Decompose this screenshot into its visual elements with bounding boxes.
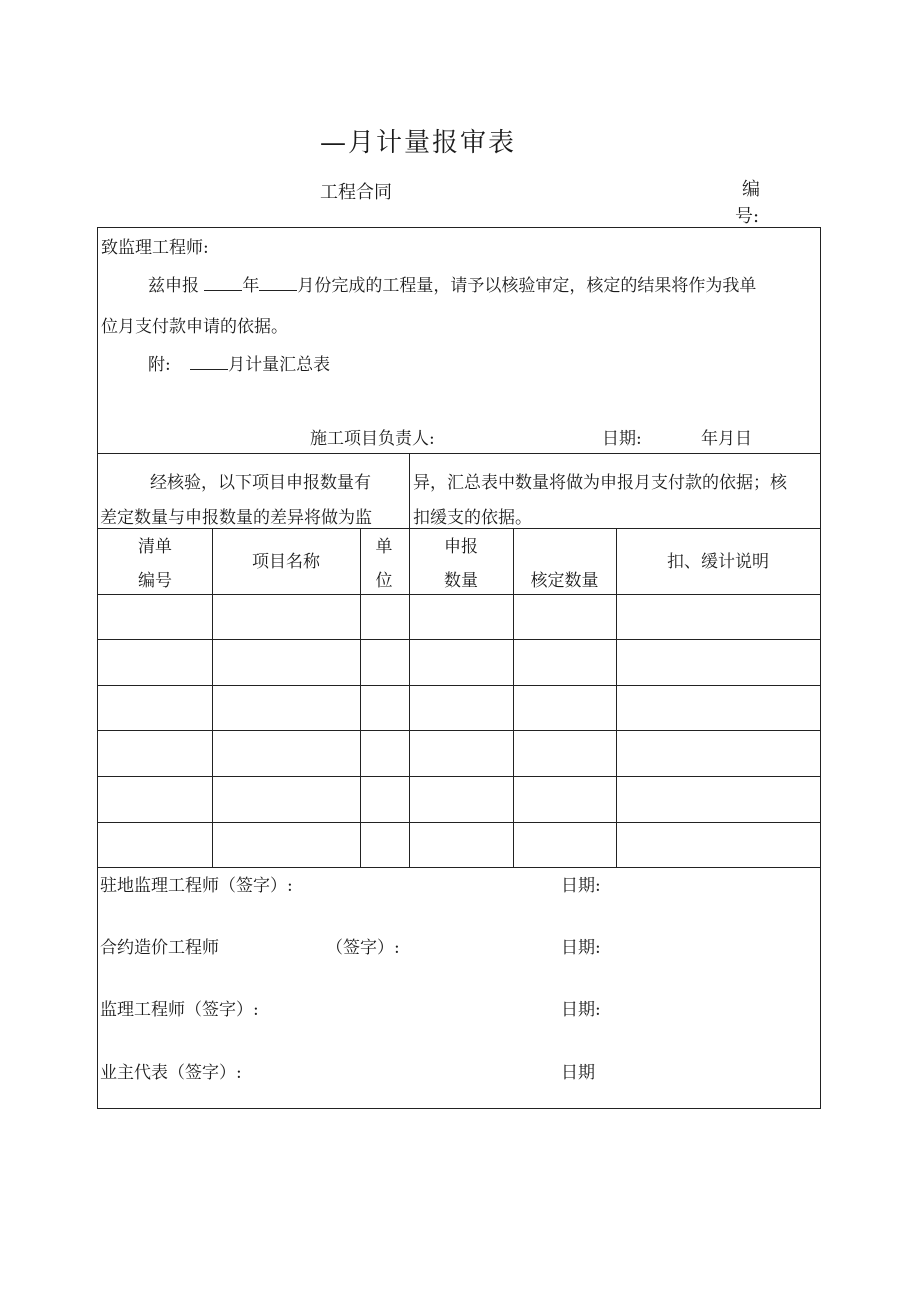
contractor-signer-label: 施工项目负责人: xyxy=(310,429,435,449)
supervisor-date-label: 日期: xyxy=(561,1000,601,1020)
col-header-declared-line1: 申报 xyxy=(444,537,478,557)
request-line1 xyxy=(148,271,756,296)
col-header-unit-line2: 位 xyxy=(375,571,393,591)
form-frame xyxy=(97,227,821,1109)
review-divider xyxy=(409,453,410,528)
request-date-value: 年月日 xyxy=(701,429,752,449)
review-right-line2: 扣缓支的依据。 xyxy=(413,508,532,528)
form-title: —月计量报审表 xyxy=(320,128,517,158)
review-right-line1: 异，汇总表中数量将做为申报月支付款的依据；核 xyxy=(413,473,787,493)
col-header-name: 项目名称 xyxy=(252,552,320,572)
col-header-item-no-line2: 编号 xyxy=(138,571,172,591)
attachment-prefix: 附: xyxy=(148,355,171,375)
col-header-item-no-line1: 清单 xyxy=(138,537,172,557)
table-row[interactable] xyxy=(98,686,820,730)
request-line1-rest: 月份完成的工程量，请予以核验审定，核定的结果将作为我单 xyxy=(297,276,757,296)
table-row[interactable] xyxy=(98,731,820,775)
table-bottom-line xyxy=(98,867,820,868)
month-blank[interactable] xyxy=(259,274,297,291)
resident-engineer-sign-label: 驻地监理工程师（签字）: xyxy=(100,876,293,896)
request-line1-prefix: 兹申报 xyxy=(148,276,199,296)
table-row[interactable] xyxy=(98,823,820,867)
cost-engineer-sign-label: （签字）: xyxy=(326,938,400,958)
request-addressee: 致监理工程师: xyxy=(101,238,209,258)
owner-sign-label: 业主代表（签字）: xyxy=(100,1063,242,1083)
request-line2: 位月支付款申请的依据。 xyxy=(101,317,288,337)
col-header-item-no xyxy=(98,530,212,598)
resident-engineer-date-label: 日期: xyxy=(561,876,601,896)
supervisor-sign-label: 监理工程师（签字）: xyxy=(100,1000,259,1020)
attachment-suffix: 月计量汇总表 xyxy=(228,355,331,375)
review-left-line1: 经核验，以下项目申报数量有 xyxy=(150,473,371,493)
cost-engineer-label: 合约造价工程师 xyxy=(100,938,219,958)
request-date-label: 日期: xyxy=(602,429,642,449)
divider-2 xyxy=(98,528,820,529)
col-header-declared-line2: 数量 xyxy=(444,571,478,591)
request-year-label: 年 xyxy=(242,276,260,296)
review-left-line2: 差定数量与申报数量的差异将做为监 xyxy=(100,508,372,528)
divider-1 xyxy=(98,453,820,454)
table-row[interactable] xyxy=(98,777,820,821)
col-header-unit-line1: 单 xyxy=(375,537,393,557)
col-header-declared xyxy=(409,530,513,598)
table-row[interactable] xyxy=(98,595,820,639)
owner-date-label: 日期 xyxy=(561,1063,595,1083)
number-label-top: 编 xyxy=(742,179,760,200)
col-header-note: 扣、缓计说明 xyxy=(667,552,769,572)
col-header-approved: 核定数量 xyxy=(530,571,599,591)
number-label-bottom: 号: xyxy=(735,206,760,227)
contract-label: 工程合同 xyxy=(320,182,392,203)
year-blank[interactable] xyxy=(204,274,242,291)
table-row[interactable] xyxy=(98,640,820,684)
attachment-line xyxy=(148,350,330,375)
table-body xyxy=(98,595,820,867)
cost-engineer-date-label: 日期: xyxy=(561,938,601,958)
col-header-unit xyxy=(360,530,408,598)
attachment-month-blank[interactable] xyxy=(190,353,228,370)
